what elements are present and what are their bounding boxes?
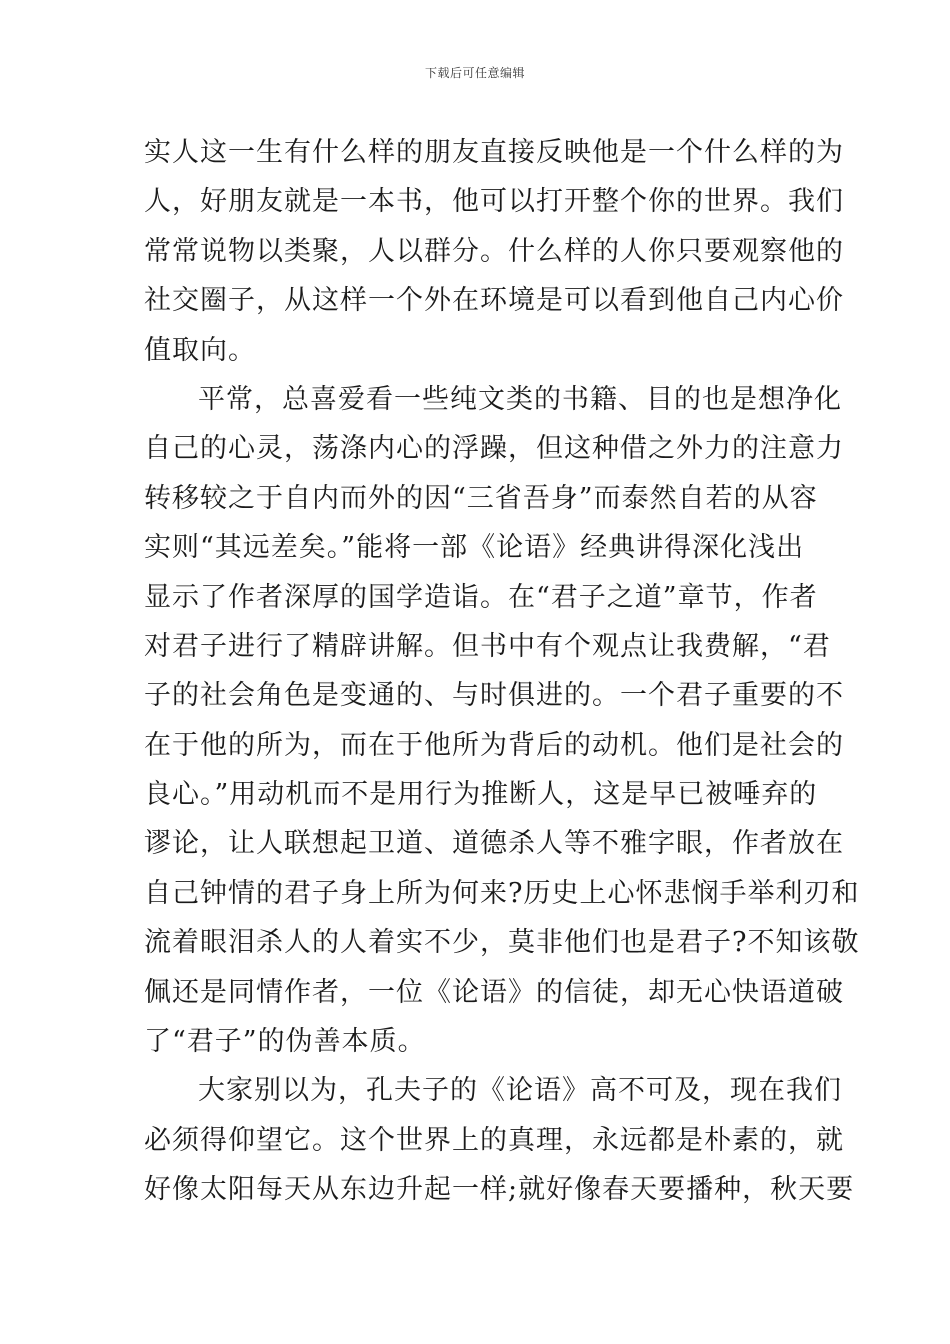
text-line: 自己的心灵，荡涤内心的浮躁，但这种借之外力的注意力 xyxy=(144,433,844,465)
document-body xyxy=(144,128,860,1215)
text-line: 对君子进行了精辟讲解。但书中有个观点让我费解，“君 xyxy=(144,630,831,662)
text-line: 值取向。 xyxy=(144,334,256,366)
text-line: 实则“其远差矣。”能将一部《论语》经典讲得深化浅出 xyxy=(144,532,805,564)
text-line: 良心。”用动机而不是用行为推断人，这是早已被唾弃的 xyxy=(144,779,818,811)
text-line: 显示了作者深厚的国学造诣。在“君子之道”章节，作者 xyxy=(144,581,818,613)
page-header: 下载后可任意编辑 xyxy=(424,66,525,80)
text-line: 谬论，让人联想起卫道、道德杀人等不雅字眼，作者放在 xyxy=(144,828,844,860)
text-line: 佩还是同情作者，一位《论语》的信徒，却无心快语道破 xyxy=(144,976,844,1008)
text-line: 常常说物以类聚，人以群分。什么样的人你只要观察他的 xyxy=(144,235,844,267)
text-line: 社交圈子，从这样一个外在环境是可以看到他自己内心价 xyxy=(144,285,844,317)
text-line: 了“君子”的伪善本质。 xyxy=(144,1026,426,1058)
text-line: 流着眼泪杀人的人着实不少，莫非他们也是君子?不知该敬 xyxy=(144,927,860,959)
paragraph-3 xyxy=(144,1066,855,1214)
text-line: 人，好朋友就是一本书，他可以打开整个你的世界。我们 xyxy=(144,186,844,218)
text-line: 平常，总喜爱看一些纯文类的书籍、目的也是想净化 xyxy=(198,383,842,415)
text-line: 自己钟情的君子身上所为何来?历史上心怀悲悯手举利刃和 xyxy=(144,877,860,909)
text-line: 大家别以为，孔夫子的《论语》高不可及，现在我们 xyxy=(198,1075,842,1107)
paragraph-2 xyxy=(144,375,860,1066)
text-line: 好像太阳每天从东边升起一样;就好像春天要播种，秋天要 xyxy=(144,1174,855,1206)
paragraph-1 xyxy=(144,128,844,375)
text-line: 子的社会角色是变通的、与时俱进的。一个君子重要的不 xyxy=(144,680,844,712)
text-line: 必须得仰望它。这个世界上的真理，永远都是朴素的，就 xyxy=(144,1124,844,1156)
text-line: 实人这一生有什么样的朋友直接反映他是一个什么样的为 xyxy=(144,137,844,168)
text-line: 在于他的所为，而在于他所为背后的动机。他们是社会的 xyxy=(144,729,844,761)
text-line: 转移较之于自内而外的因“三省吾身”而泰然自若的从容 xyxy=(144,482,818,514)
